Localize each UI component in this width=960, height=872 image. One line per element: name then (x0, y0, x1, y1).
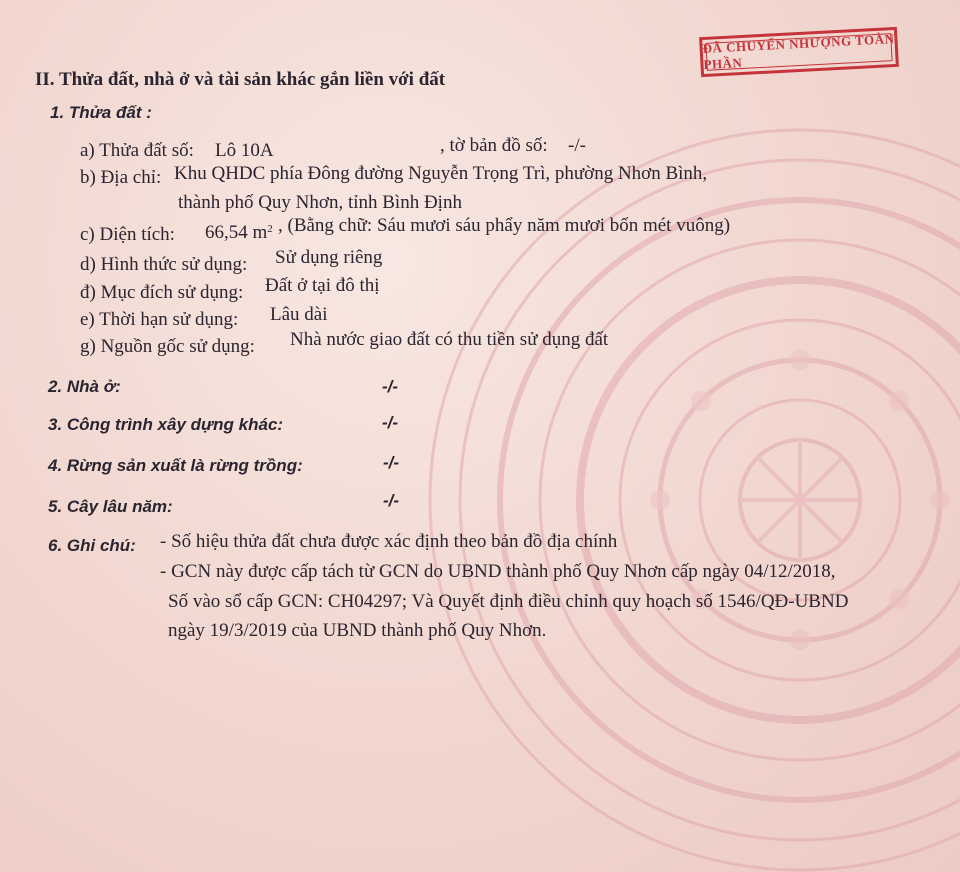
house-value: -/- (382, 377, 399, 396)
use-purpose-value: Đất ở tại đô thị (265, 275, 380, 296)
notes-label: 6. Ghi chú: (48, 536, 136, 555)
use-term-value: Lâu dài (270, 304, 328, 325)
address-line-2: thành phố Quy Nhơn, tỉnh Bình Định (178, 192, 462, 213)
planted-forest-label: 4. Rừng sản xuất là rừng trồng: (48, 456, 303, 475)
address-line-1: Khu QHDC phía Đông đường Nguyễn Trọng Trì, phường Nhơn Bình, (174, 163, 708, 184)
parcel-number-value: Lô 10A (215, 140, 274, 161)
transfer-stamp: ĐÃ CHUYỂN NHƯỢNG TOÀN PHẦN (699, 27, 899, 77)
area-unit-superscript: 2 (267, 223, 273, 235)
use-term-label: e) Thời hạn sử dụng: (80, 309, 239, 330)
parcel-number-label: a) Thửa đất số: (80, 140, 194, 161)
other-construction-label: 3. Công trình xây dựng khác: (48, 415, 284, 434)
use-form-value: Sử dụng riêng (275, 247, 383, 268)
origin-label: g) Nguồn gốc sử dụng: (80, 336, 255, 357)
notes-line-1: - Số hiệu thửa đất chưa được xác định theo bản đồ địa chính (160, 531, 618, 552)
section-title: II. Thửa đất, nhà ở và tài sản khác gắn liền với đất (35, 69, 446, 90)
area-in-words: , (Bằng chữ: Sáu mươi sáu phẩy năm mươi bốn mét vuông) (278, 215, 731, 236)
land-heading: 1. Thửa đất : (50, 103, 152, 122)
address-label: b) Địa chỉ: (80, 167, 162, 188)
use-form-label: d) Hình thức sử dụng: (80, 254, 248, 275)
origin-value: Nhà nước giao đất có thu tiền sử dụng đất (290, 329, 609, 350)
planted-forest-value: -/- (383, 453, 400, 472)
house-label: 2. Nhà ở: (48, 377, 121, 396)
area-label: c) Diện tích: (80, 224, 175, 245)
map-sheet-label: , tờ bản đồ số: (440, 135, 548, 156)
notes-line-3: Số vào sổ cấp GCN: CH04297; Và Quyết định điều chỉnh quy hoạch số 1546/QĐ-UBND (168, 591, 849, 612)
map-sheet-value: -/- (568, 135, 586, 156)
other-construction-value: -/- (382, 413, 399, 432)
notes-line-4: ngày 19/3/2019 của UBND thành phố Quy Nhơn. (168, 620, 547, 641)
perennial-trees-label: 5. Cây lâu năm: (48, 497, 173, 516)
use-purpose-label: đ) Mục đích sử dụng: (80, 282, 244, 303)
area-value: 66,54 $m^2$ (205, 222, 273, 243)
notes-line-2: - GCN này được cấp tách từ GCN do UBND thành phố Quy Nhơn cấp ngày 04/12/2018, (160, 561, 836, 582)
perennial-trees-value: -/- (383, 491, 400, 510)
